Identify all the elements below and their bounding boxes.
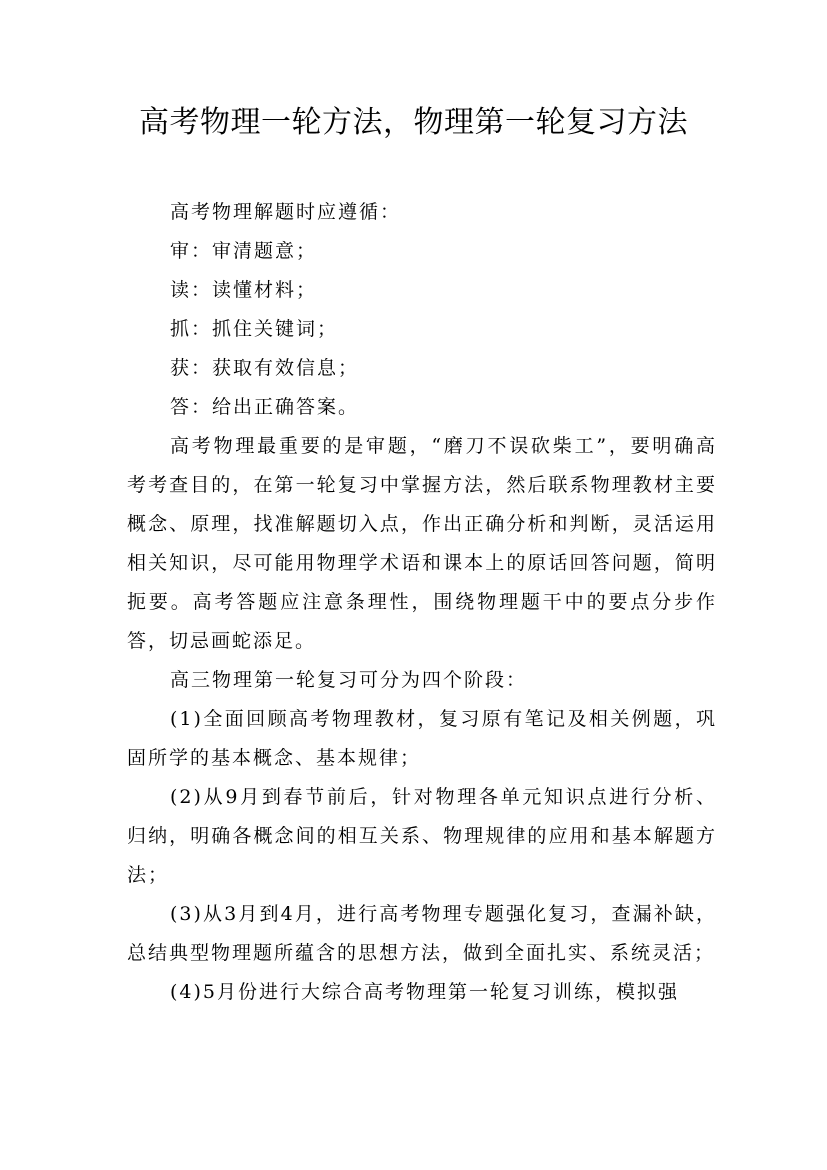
document-title: 高考物理一轮方法，物理第一轮复习方法 xyxy=(139,105,688,140)
document-body xyxy=(127,193,717,1012)
paragraph-step-shen: 审：审清题意； xyxy=(170,240,318,262)
paragraph-stage-4: (4)5月份进行大综合高考物理第一轮复习训练，模拟强 xyxy=(170,981,680,1003)
paragraph-step-da: 答：给出正确答案。 xyxy=(170,396,360,418)
paragraph-stage-2: (2)从9月到春节前后，针对物理各单元知识点进行分析、归纳，明确各概念间的相互关系、物理规律的应用和基本解题方法； xyxy=(127,786,717,886)
paragraph-intro: 高考物理解题时应遵循： xyxy=(170,201,402,223)
paragraph-step-huo: 获：获取有效信息； xyxy=(170,357,360,379)
paragraph-stages-intro: 高三物理第一轮复习可分为四个阶段： xyxy=(170,669,528,691)
paragraph-stage-1: (1)全面回顾高考物理教材，复习原有笔记及相关例题，巩固所学的基本概念、基本规律； xyxy=(127,708,717,769)
paragraph-step-du: 读：读懂材料； xyxy=(170,279,318,301)
paragraph-step-zhua: 抓：抓住关键词； xyxy=(170,318,339,340)
paragraph-stage-3: (3)从3月到4月，进行高考物理专题强化复习，查漏补缺，总结典型物理题所蕴含的思想方法，做到全面扎实、系统灵活； xyxy=(127,903,717,964)
paragraph-shenti: 高考物理最重要的是审题，“磨刀不误砍柴工”，要明确高考考查目的，在第一轮复习中掌握方法，然后联系物理教材主要概念、原理，找准解题切入点，作出正确分析和判断，灵活运用相关知识，尽可能用物理学术语和课本上的原话回答问题，简明扼要。高考答题应注意条理性，围绕物理题干中的要点分步作答，切忌画蛇添足。 xyxy=(127,435,717,652)
